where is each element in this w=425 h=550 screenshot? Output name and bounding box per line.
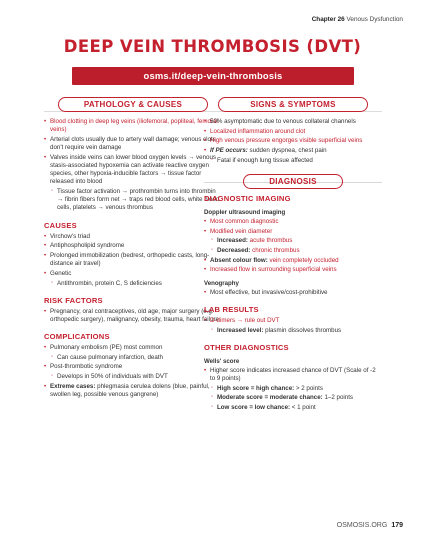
list-item: • Genetic bbox=[44, 270, 222, 278]
risk-factors-list bbox=[44, 308, 222, 324]
causes-heading: CAUSES bbox=[44, 220, 77, 230]
page-title: DEEP VEIN THROMBOSIS (DVT) bbox=[63, 37, 362, 56]
absent-flow-text: vein completely occluded bbox=[267, 256, 339, 264]
signs-title: SIGNS & SYMPTOMS bbox=[218, 97, 368, 112]
list-item: • Pulmonary embolism (PE) most common bbox=[44, 344, 222, 352]
diagnosis-header bbox=[204, 174, 382, 191]
moderate-score-text: 1–2 points bbox=[322, 394, 354, 402]
list-item: • Virchow's triad bbox=[44, 233, 222, 241]
list-item: • D-dimers → rule out DVT bbox=[204, 317, 382, 325]
complications-list-2 bbox=[44, 363, 222, 371]
complications-sublist-1 bbox=[44, 354, 222, 362]
chapter-section: Venous Dysfunction bbox=[346, 16, 403, 23]
list-item bbox=[204, 247, 382, 255]
extreme-cases-text: phlegmasia cerulea dolens (blue, painful, swollen leg, possible venous gangrene) bbox=[50, 382, 210, 399]
diagnosis-title: DIAGNOSIS bbox=[243, 174, 343, 189]
list-item: • Blood clotting in deep leg veins (iliofemoral, popliteal, femoral veins) bbox=[44, 118, 222, 134]
increased-text: acute thrombus bbox=[247, 237, 293, 245]
complications-sublist-2 bbox=[44, 373, 222, 381]
list-item: • Prolonged immobilization (bedrest, orthopedic casts, long-distance air travel) bbox=[44, 252, 222, 268]
increased-level-label: Increased level: bbox=[217, 326, 264, 334]
list-item: • Valves inside veins can lower blood oxygen levels → venous stasis-associated hypoxemia can activate reactive oxygen species, other hypoxia-inducible factors → tissue factor released into blood bbox=[44, 154, 222, 187]
signs-header bbox=[204, 97, 382, 112]
list-item bbox=[204, 394, 382, 402]
list-item: • Modified vein diameter bbox=[204, 228, 382, 236]
pe-label: If PE occurs: bbox=[210, 147, 248, 155]
chapter-number: Chapter 26 bbox=[311, 16, 345, 23]
signs-list bbox=[204, 118, 382, 155]
chapter-header bbox=[312, 16, 403, 23]
list-item bbox=[204, 147, 382, 155]
imaging-heading: DIAGNOSTIC IMAGING bbox=[204, 193, 291, 203]
signs-sublist bbox=[204, 157, 382, 165]
list-item: ◦ Fatal if enough lung tissue affected bbox=[204, 157, 382, 165]
list-item: • Most common diagnostic bbox=[204, 218, 382, 226]
list-item: • High venous pressure engorges visible superficial veins bbox=[204, 137, 382, 145]
causes-sublist bbox=[44, 280, 222, 288]
list-item: • Most effective, but invasive/cost-prohibitive bbox=[204, 289, 382, 297]
venography-heading: Venography bbox=[204, 279, 239, 287]
right-column bbox=[204, 97, 382, 414]
page-footer bbox=[337, 522, 403, 529]
low-score-text: < 1 point bbox=[290, 404, 316, 412]
complications-list-3 bbox=[44, 383, 222, 399]
list-item: • 50% asymptomatic due to venous collateral channels bbox=[204, 118, 382, 126]
pathology-list bbox=[44, 118, 222, 187]
pathology-title: PATHOLOGY & CAUSES bbox=[58, 97, 208, 112]
wells-sublist bbox=[204, 385, 382, 413]
list-item: • Increased flow in surrounding superficial veins bbox=[204, 266, 382, 274]
list-item: • Higher score indicates increased chance of DVT (Scale of -2 to 9 points) bbox=[204, 367, 382, 383]
complications-list bbox=[44, 344, 222, 352]
doppler-list bbox=[204, 218, 382, 236]
high-score-label: High score = high chance: bbox=[217, 384, 295, 392]
list-item: ◦ Develops in 50% of individuals with DVT bbox=[44, 373, 222, 381]
site-name: OSMOSIS.ORG bbox=[336, 522, 388, 529]
list-item bbox=[204, 237, 382, 245]
pathology-header bbox=[44, 97, 222, 112]
doppler-sublist bbox=[204, 237, 382, 255]
lab-results-heading: LAB RESULTS bbox=[204, 304, 259, 314]
causes-list bbox=[44, 233, 222, 278]
list-item bbox=[204, 257, 382, 265]
wells-score-heading: Wells' score bbox=[204, 357, 240, 365]
lab-results-sublist bbox=[204, 327, 382, 335]
venography-list bbox=[204, 289, 382, 297]
list-item: ◦ Antithrombin, protein C, S deficiencies bbox=[44, 280, 222, 288]
wells-list bbox=[204, 367, 382, 383]
risk-factors-heading: RISK FACTORS bbox=[44, 295, 103, 305]
list-item: • Localized inflammation around clot bbox=[204, 128, 382, 136]
list-item bbox=[204, 404, 382, 412]
other-diagnostics-heading: OTHER DIAGNOSTICS bbox=[204, 342, 289, 352]
extreme-cases-label: Extreme cases: bbox=[50, 382, 96, 390]
list-item: • Arterial clots usually due to artery wall damage; venous clots don't require vein damage bbox=[44, 136, 222, 152]
pe-text: sudden dyspnea, chest pain bbox=[247, 147, 327, 155]
topic-url-link[interactable]: osms.it/deep-vein-thrombosis bbox=[72, 67, 354, 85]
lab-results-list bbox=[204, 317, 382, 325]
list-item bbox=[204, 327, 382, 335]
increased-label: Increased: bbox=[217, 237, 248, 245]
left-column bbox=[44, 97, 222, 401]
moderate-score-label: Moderate score = moderate chance: bbox=[217, 394, 323, 402]
page-number: 179 bbox=[391, 522, 403, 529]
complications-heading: COMPLICATIONS bbox=[44, 332, 110, 342]
decreased-label: Decreased: bbox=[217, 247, 251, 255]
list-item bbox=[204, 385, 382, 393]
increased-level-text: plasmin dissolves thrombus bbox=[263, 326, 342, 334]
absent-flow-label: Absent colour flow: bbox=[210, 256, 268, 264]
high-score-text: > 2 points bbox=[294, 384, 323, 392]
decreased-text: chronic thrombus bbox=[250, 247, 300, 255]
pathology-sublist bbox=[44, 188, 222, 213]
low-score-label: Low score = low chance: bbox=[217, 404, 291, 412]
list-item bbox=[44, 383, 222, 399]
doppler-heading: Doppler ultrasound imaging bbox=[204, 208, 286, 216]
doppler-list-2 bbox=[204, 257, 382, 275]
list-item: • Pregnancy, oral contraceptives, old age, major surgery (e.g. orthopedic surgery), malignancy, obesity, trauma, heart failure bbox=[44, 308, 222, 324]
list-item: • Post-thrombotic syndrome bbox=[44, 363, 222, 371]
list-item: ◦ Tissue factor activation → prothrombin turns into thrombin → fibrin fibers form net → traps red blood cells, white blood cells, platelets → venous thrombus bbox=[44, 188, 222, 213]
list-item: • Antiphospholipid syndrome bbox=[44, 242, 222, 250]
list-item: ◦ Can cause pulmonary infarction, death bbox=[44, 354, 222, 362]
